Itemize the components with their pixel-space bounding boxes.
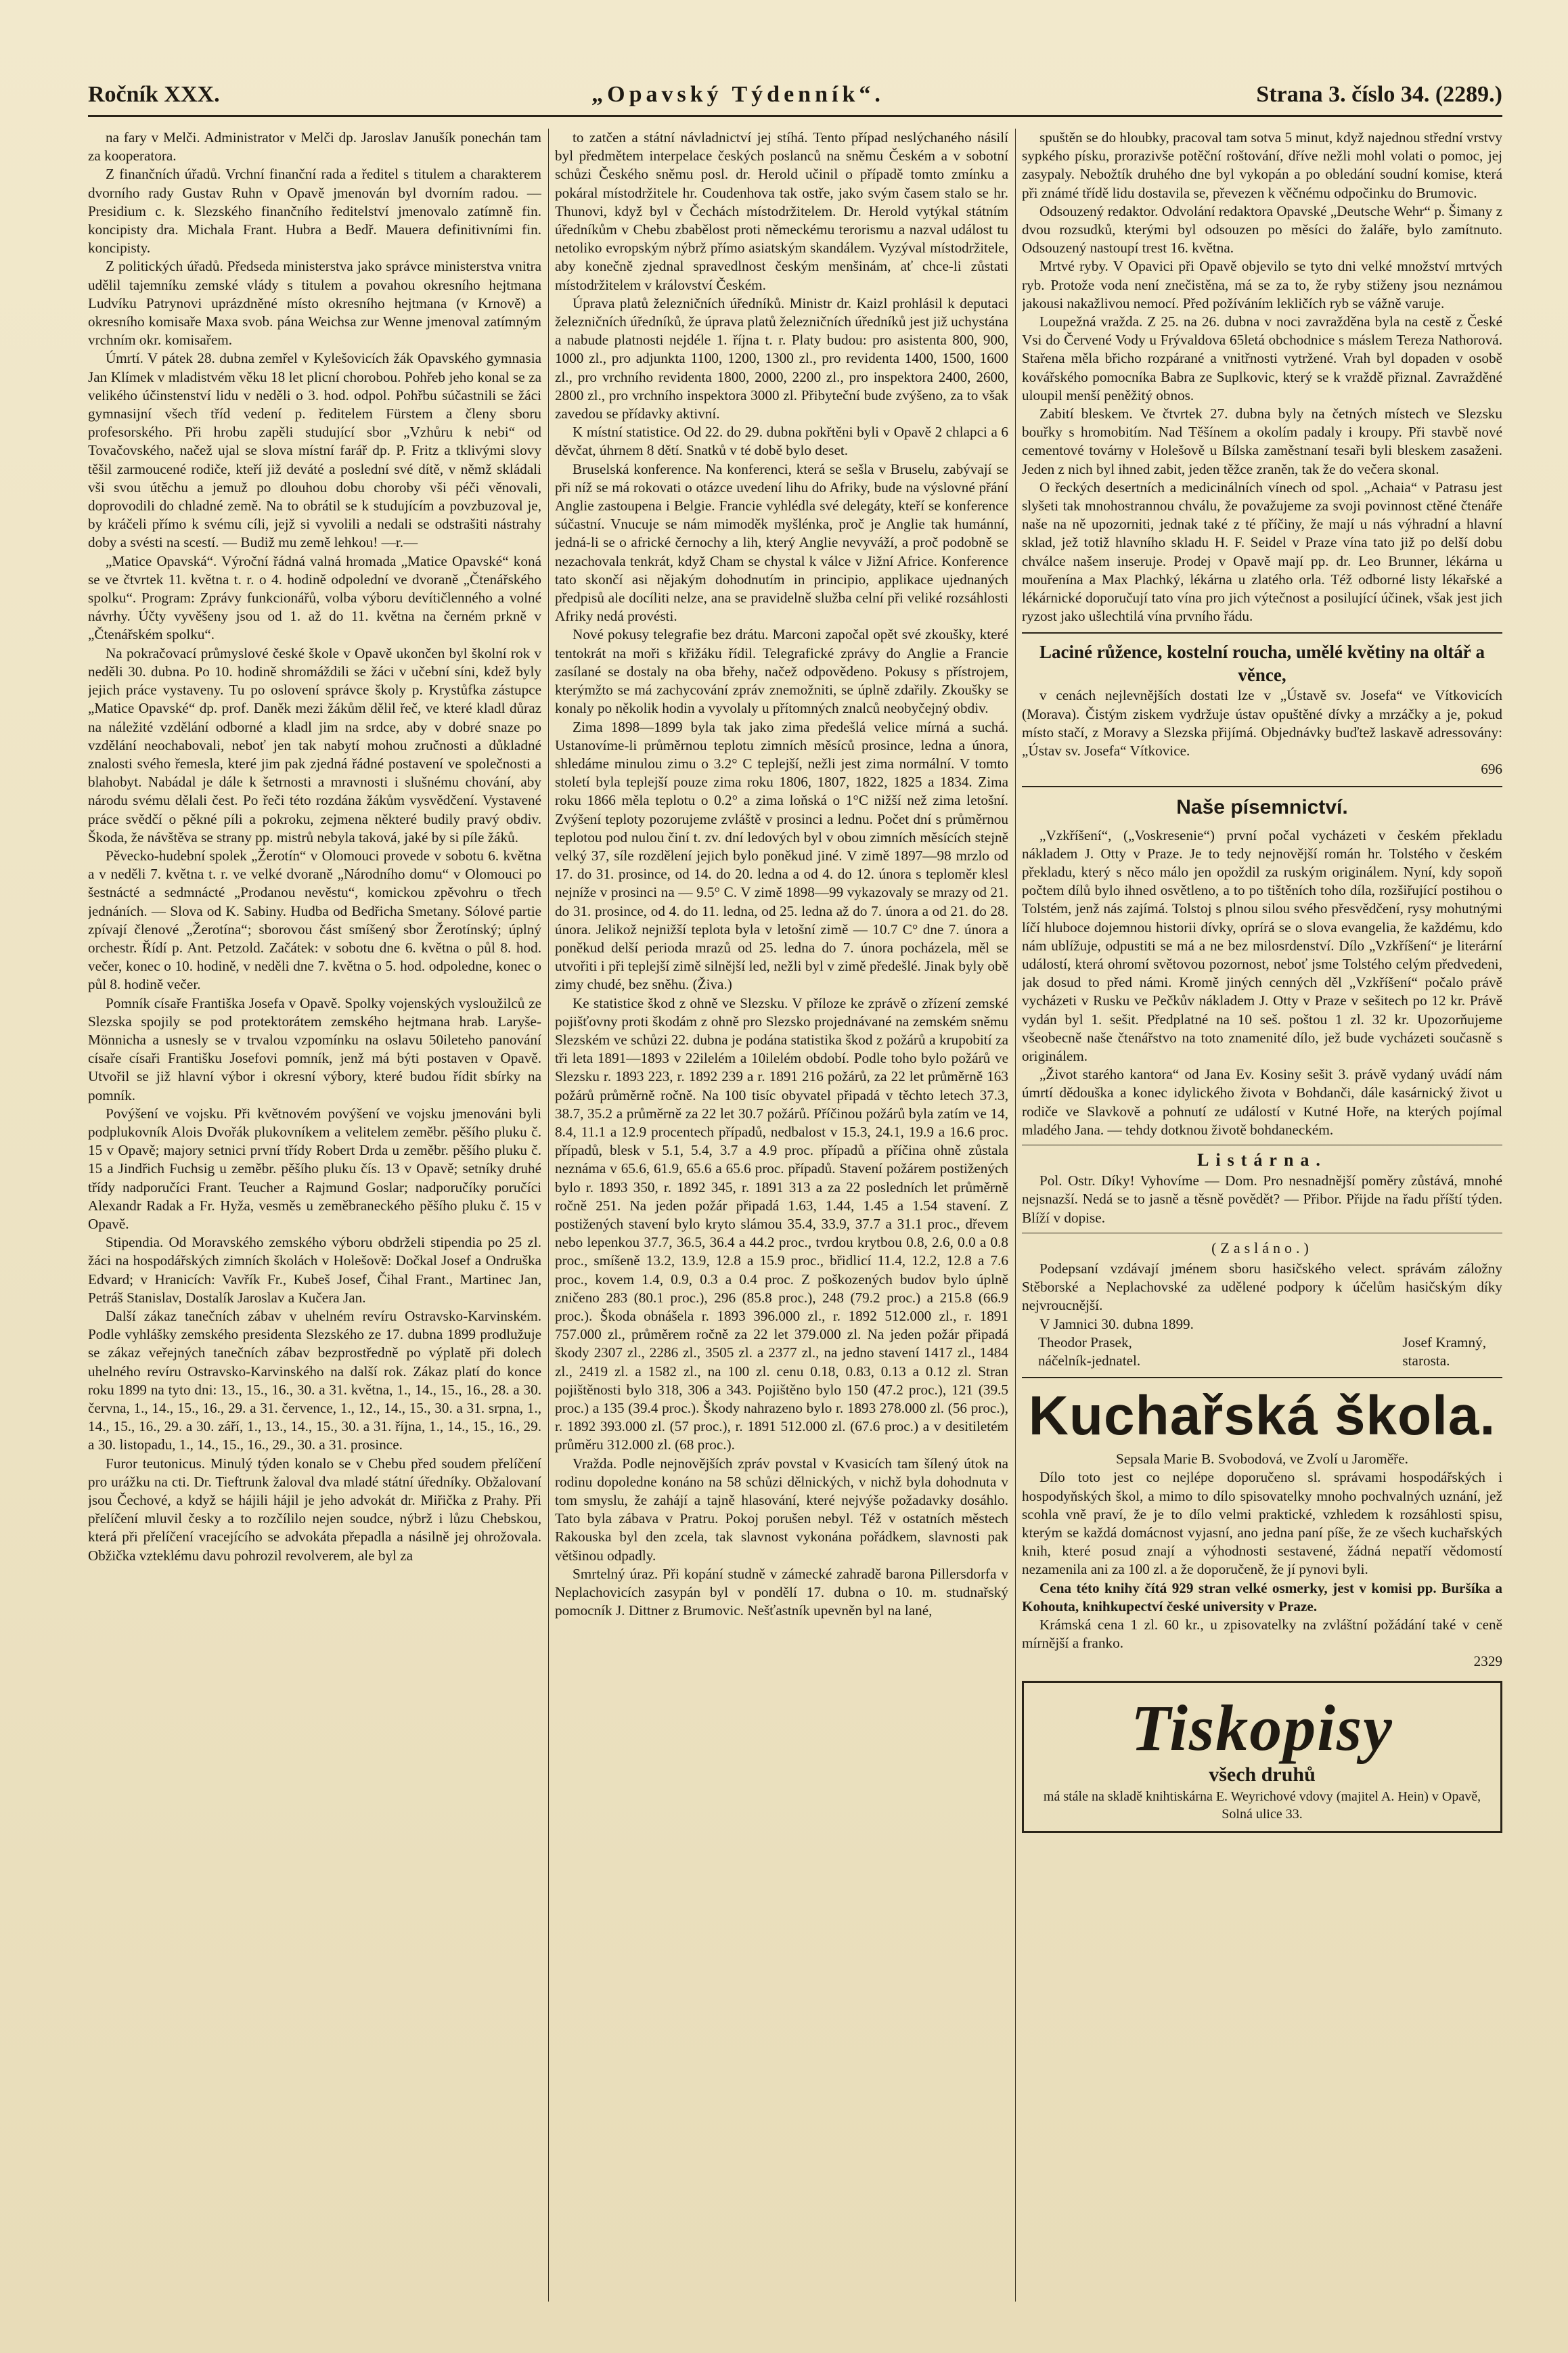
signature-left (1038, 1334, 1140, 1370)
ad-body: má stále na skladě knihtiskárna E. Weyrichové vdovy (majitel A. Hein) v Opavě, Solná ulice 33. (1043, 1788, 1481, 1822)
review-paragraph: „Život starého kantora“ od Jana Ev. Kosiny sešit 3. právě vydaný uvádí nám úmrtí dědouška a konec idylického života v Bohdanči, dále kasárnický život u rodiče ve Slavkově a pohnutí ze událostí v Kutné Hoře, na kterých pojímal mladého Jana. — tehdy dotknou životě bohdaneckém. (1022, 1066, 1502, 1138)
section-title: (Zasláno.) (1211, 1239, 1313, 1256)
newspaper-title: „Opavský Týdenník“. (591, 82, 884, 107)
article-paragraph: O řeckých desertních a medicinálních vínech od spol. „Achaia“ v Patrasu jest slyšeti tak mnohostrannou chválu, že považujeme za svoji povinnost ctěné čtenáře naše na ně upozorniti, jednak také z té příčiny, že mají u nás výhradní a hlavní sklad, jež totiž hlavního skladu H. F. Seidel v Praze vína tato již po delší dobu chválce našem inseruje. Prodej v Opavě mají pp. dr. Leo Brunner, lékárna u mouřenína a Max Plachký, lékárna u zlatého orla. Též odborné listy lékařské a lékárnické doporučují tato vína pro jich výtečnost a posilující účinek, však jest jich ryzost jako ušlechtilá vína prvního řádu. (1022, 479, 1502, 625)
article-paragraph: to zatčen a státní návladnictví jej stíhá. Tento případ neslýchaného násilí byl předmětem interpelace českých poslanců na sněmu Českém a v sobotní schůzi Českého sněmu posl. dr. Herold učinil o případě tomto zmínku a pokáral místodržitele hr. Coudenhova tak ostře, jako svým časem stalo se hr. Thunovi, když byl v Čechách místodržitelem. Dr. Herold vytýkal státním úředníkům v Chebu zbabělost proti německému terorismu a nazval událost tu netoliko evropským nýbrž přímo asiatským skandálem. Vyzýval místodržitele, aby konečně zjednal spravedlnost českým menšinám, ať chce-li zůstati místodržitelem v království Českém. (555, 129, 1008, 293)
notice-date: V Jamnici 30. dubna 1899. (1039, 1315, 1194, 1332)
ad-body: v cenách nejlevnějších dostati lze v „Ústavě sv. Josefa“ ve Vítkovicích (Morava). Čistým ziskem vydržuje ústav opuštěné dívky a mrzáčky a je, pokud místo stačí, z Moravy a Slezska přijímá. Objednávky buďtež laskavě adressovány: „Ústav sv. Josefa“ Vítkovice. (1022, 687, 1502, 760)
divider (1022, 786, 1502, 787)
article-paragraph: Pěvecko-hudební spolek „Žerotín“ v Olomouci provede v sobotu 6. května a v neděli 7. května t. r. ve velké dvoraně „Národního domu“ v Olomouci po šestnácté a sedmnácté „Prodanou nevěstu“, komickou zpěvohru o třech jednáních. — Slova od K. Sabiny. Hudba od Bedřicha Smetany. Sólové partie zpívají členové „Žerotína“; sborovou část smíšený sbor Žerotínský; úplný orchestr. Řídí p. Ant. Petzold. Začátek: v sobotu dne 6. května o půl 8. hod. večer, konec o 10. hodině, v neděli dne 7. května o 5. hod. odpoledne, konec o půl 8. hodině večer. (88, 847, 541, 993)
article-paragraph: Loupežná vražda. Z 25. na 26. dubna v noci zavražděna byla na cestě z České Vsi do Červené Vody u Frývaldova 65letá obchodnice s máslem Tereza Nathorová. Stařena měla břicho rozpárané a vnitřnosti vytržené. Vrah byl dopaden v osobě kovářského pomocníka Babra ze Suplkovic, který se k vraždě přiznal. Zavražděné uloupil menší peněžitý obnos. (1022, 313, 1502, 403)
article-paragraph: Mrtvé ryby. V Opavici při Opavě objevilo se tyto dni velké množství mrtvých ryb. Protože voda není znečistěna, má se za to, že ryby stiženy jsou neznámou jakousi nakažlivou nemocí. Před požíváním lekličích ryb se vážně varuje. (1022, 258, 1502, 311)
ad-title: Tiskopisy (1131, 1691, 1393, 1764)
signature-role: starosta. (1402, 1352, 1450, 1369)
letters-paragraph: Pol. Ostr. Díky! Vyhovíme — Dom. Pro nesnadnější poměry zůstává, mnohé nejsnazší. Nedá se to jasně a těsně povědět? — Přibor. Přijde na řadu příští týden. Blíží v dopise. (1022, 1172, 1502, 1226)
article-paragraph: Zima 1898—1899 byla tak jako zima předešlá velice mírná a suchá. Ustanovíme-li průměrnou teplotu zimních měsíců prosince, ledna a února, shledáme minulou zimu o 3.2° C teplejší, nežli jest zima normální. V tomto století byla teplejší pouze zima roku 1806, 1807, 1822, 1825 a 1834. Zima roku 1866 měla teplotu o 0.2° a zima loňská o 1°C nižší než zima letošní. Zvýšení teploty pozorujeme zvláště v prosinci a lednu. Počet dní s průměrnou teplotou pod nulou činí t. zv. dní ledových byl v obou zimních měsících stejně velký 37, síle rozdělení jejich bylo poněkud jiné. V zimě 1897—98 mrzlo od 17. do 31. prosince, od 14. do 20. ledna a od 4. do 12. února s teploměr klesl nejníže v prosinci na — 9.5° C. V zimě 1898—99 vykazovaly se mrazy od 21. do 31. prosince, od 4. do 11. ledna, od 25. ledna až do 7. února a od 21. do 28. února. Jelikož nejnižší teplota byla v letošní zimě — 10.7 C° dne 7. února a poněkud delší perioda mrazů od 25. ledna do 7. února pocházela, měl se utvořiti i při teplejší zimě silnější led, nežli byl v zimě předešlé. Jinak byly obě zimy chudé, bez sněhu. (Živa.) (555, 718, 1008, 993)
article-paragraph: Na pokračovací průmyslové české škole v Opavě ukončen byl školní rok v neděli 30. dubna. Po 10. hodině shromáždili se žáci v učební síni, kdež byly jejich práce vystaveny. Tu po oslovení správce školy p. Krystůfka zástupce „Matice Opavské“ dp. prof. Daněk mezi žákům dělil řeč, ve které kladl důraz na náležité vzdělání odborné a kladl jim na srdce, aby v dobré snaze po vzdělání neochabovali, neboť jen tak nabytí mohou zručnosti a důkladné znalosti svého řemesla, které jim pak zjedná řádné postavení ve společnosti a blahobyt. Nabádal je dále k šetrnosti a mravnosti i slušnému chování, aby národu svému dělali čest. Po řeči této rozdána žákům vysvědčení. Vystavené práce svědčí o pěkné píli a pokroku, zejmena některé budily pravý obdiv. Škoda, že návštěva se strany pp. mistrů nebyla taková, jaké by si píle žáků. (88, 644, 541, 845)
article-paragraph: Další zákaz tanečních zábav v uhelném revíru Ostravsko-Karvinském. Podle vyhlášky zemského presidenta Slezského ze 17. dubna 1899 prodlužuje se zákaz veřejných tanečních zábav bezprostředně po výplatě při dolech uhelného revíru Ostravsko-Karvinského na další rok. Zákaz platí do konce roku 1899 na tyto dni: 13., 15., 16., 30. a 31. května, 1., 14., 15., 16., 28. a 30. června, 1., 14., 15., 16., 29. a 31. července, 1., 12., 14., 15., 30. a 31. srpna, 1., 14., 15., 16., 29. a 30. září, 1., 13., 14., 15., 30. a 31. října, 1., 14., 15., 16., 29. a 30. listopadu, 1., 14., 15., 16., 29., 30. a 31. prosince. (88, 1308, 541, 1453)
article-paragraph: Bruselská konference. Na konferenci, která se sešla v Bruselu, zabývají se při níž se má rokovati o otázce uvedení lihu do Afriky, bude na výslovné přání Anglie zastoupena i Belgie. Francie vyhlédla své delegáty, kteří se konference súčastní. Vnucuje se nám mimoděk myšlénka, proč je Anglie tak humánní, jedná-li se o africké černochy a lih, který Anglie nevyváží, a proč podobně se nezachovala tenkrát, když Cham se chystal k válce v Jižní Africe. Konference tato skončí asi nějakým dohodnutím in principio, applikace ujednaných předpisů ale docíliti nelze, ana se pravidelně služba celní při veliké rozsáhlosti Afriky nedá provésti. (555, 460, 1008, 625)
article-paragraph: „Matice Opavská“. Výroční řádná valná hromada „Matice Opavské“ koná se ve čtvrtek 11. května t. r. o 4. hodině odpolední ve dvoraně „Čtenářského spolku“. Program: Zprávy funkcionářů, volba výboru devítičlenného a volné návrhy. Účty vyvěšeny jsou od 1. až do 11. května na černém prkně v „Čtenářském spolku“. (88, 552, 541, 643)
ad-number: 2329 (1473, 1653, 1502, 1670)
ad-title: Kuchařská škola. (1028, 1385, 1496, 1447)
section-title: Naše písemnictví. (1176, 795, 1348, 818)
signature-name: Theodor Prasek, (1038, 1334, 1132, 1350)
signature-role: náčelník-jednatel. (1038, 1352, 1141, 1369)
tiskopisy-ad (1022, 1681, 1502, 1833)
ad-body: Dílo toto jest co nejlépe doporučeno sl. správami hospodářských i hospodyňských škol, a mimo to dílo spisovatelky mnoho pochvalných uznání, jež scohla vně praví, že je to dílo velmi praktické, vzhledem k rozsáhlosti spisu, kterým se každá domácnost vyjasní, ano jedna paní píše, že ze všech kuchařských knih, které posud znají a výhodnosti sestavené, žádná nepatří vědomostí nezamenila ani za 100 zl. a že doporučeně, že jí pynovi byli. (1022, 1469, 1502, 1578)
ad-price: Cena této knihy čítá 929 stran velké osmerky, jest v komisi pp. Buršíka a Kohouta, knihkupectví české university v Praze. (1022, 1579, 1502, 1614)
article-paragraph: Úprava platů železničních úředníků. Ministr dr. Kaizl prohlásil k deputaci železničních úředníků, že úprava platů železničních úředníků jest již uchystána a nabude platnosti nejdéle 1. října t. r. Platy budou: pro asistenta 800, 900, 1000 zl., pro adjunkta 1100, 1200, 1300 zl., pro revidenta 1400, 1500, 1600 zl., pro vrchního revidenta 1800, 2000, 2200 zl., pro inspektora 2400, 2600, 2800 zl., pro vrchního inspektora 3000 zl. Přibyteční bude zvýšeno, za to však zavedou se přídavky aktivní. (555, 294, 1008, 422)
divider (1022, 1377, 1502, 1378)
signature-right (1402, 1334, 1486, 1370)
signatures (1022, 1334, 1502, 1370)
signature-name: Josef Kramný, (1402, 1334, 1486, 1350)
notice-body: Podepsaní vzdávají jménem sboru hasičského velect. správám záložny Stěborské a Neplachovské za udělené podpory k účelům hasičským díky nejvroucnější. (1022, 1260, 1502, 1314)
review-paragraph: „Vzkříšení“, („Voskresenie“) první počal vycházeti v českém překladu nákladem J. Otty v Praze. Je to tedy nejnovější román hr. Tolstého v českém překladu, který s něco málo jen opoždil za ruským originálem. Nyní, kdy sopoň počtem dílů bylo ihned osvětleno, a to po tištěních toho díla, rozšiřující postihou o Tolstém, jenž nás zajímá. Tolstoj s plnou silou svého přesvědčení, rysy mohutnými líčí hluboce dojemnou historii dívky, oprírá se o slova evangelia, že každému, kdo nám ublížuje, odpustiti se má a ne bez milosrdenství. Dílo „Vzkříšení“ je literární událostí, která ohromí světovou pozornost, neboť jsme Tolstého celým předvedeni, jak dosud to před námi. Kromě jiných cenných děl „Vzkříšení“ počalo právě vycházeti v Rusku ve Pečkův nákladem J. Otty v Praze v sešitech po 12 kr. Právě vydán byl 1. sešit. Předplatné na 10 seš. poštou 1 zl. 32 kr. Upozorňujeme všeobecně naše čtenářstvo na toto znamenité dílo, jež bude vycházeti současně s originálem. (1022, 827, 1502, 1064)
article-paragraph: Nové pokusy telegrafie bez drátu. Marconi započal opět své zkoušky, které tentokrát na moři s křižáku řídil. Telegrafické zprávy do Anglie a Francie zasílané se dostaly na oba břehy, načež odpovědeno. Pokusy s přístrojem, kterýmžto se má zachycování zpráv znemožniti, se úplně zdařily. Zkoušky se konaly po několik hodin a vyvolaly u přítomných znalců neobyčejný obdiv. (555, 626, 1008, 717)
article-paragraph: na fary v Melči. Administrator v Melči dp. Jaroslav Janušík ponechán tam za kooperatora. (88, 129, 541, 164)
ad-price-note: Krámská cena 1 zl. 60 kr., u zpisovatelky na zvláštní požádání také v ceně mírnější a franko. (1022, 1617, 1502, 1652)
ad-subtitle: Sepsala Marie B. Svobodová, ve Zvolí u Jaroměře. (1116, 1451, 1408, 1468)
article-paragraph: spuštěn se do hloubky, pracoval tam sotva 5 minut, když najednou střední vrstvy sypkého písku, prorazivše potěční roštování, dříve nežli mohl volati o pomoc, jej zasypaly. Nebožtík druhého dne byl vykopán a po obledání soudní komise, která při známé třídě lidu dostavila se, převezen k věčnému odpočinku do Brumovic. (1022, 129, 1502, 201)
article-paragraph: Vražda. Podle nejnovějších zpráv povstal v Kvasicích tam šílený útok na rodinu dopoledne konáno na 58 schůzi dělnických, v nichž byla dohodnuta v tom smyslu, že zahájí a tajně hlasování, které nejvýše požadavky dosáhlo. Tato byla zábava v Pratru. Pokoj porušen nebyl. Též v ostatních městech Rakouska byl den zcela, tak slavnost vykonána pořádkem, slavnosti pak většinou odpadly. (555, 1455, 1008, 1564)
volume-label: Ročník XXX. (88, 82, 220, 107)
article-paragraph: K místní statistice. Od 22. do 29. dubna pokřtěni byli v Opavě 2 chlapci a 6 děvčat, úhrnem 8 dětí. Snatků v té době bylo deset. (555, 424, 1008, 459)
page-number: Strana 3. číslo 34. (2289.) (1256, 82, 1502, 107)
column-divider (1015, 129, 1016, 2302)
article-paragraph: Zabití bleskem. Ve čtvrtek 27. dubna byly na četných místech ve Slezsku bouřky s hromobitím. Nad Těšínem a okolím padaly i kroupy. Při stavbě nové cementové továrny v Holešově u Bílska zaměstnaní tesaři byli bleskem zasaženi. Jeden z nich byl ihned zabit, jeden těžce zraněn, tak že do večera skonal. (1022, 405, 1502, 477)
section-title: Listárna. (1197, 1149, 1327, 1170)
article-paragraph: Odsouzený redaktor. Odvolání redaktora Opavské „Deutsche Wehr“ p. Šimany z dvou rozsudků, kterými byl odsouzen po měsíci do žaláře, bylo zamítnuto. Odsouzený nastoupí trest 16. května. (1022, 202, 1502, 257)
column-1 (88, 129, 541, 2302)
article-paragraph: Z finančních úřadů. Vrchní finanční rada a ředitel s titulem a charakterem dvorního rady Gustav Ruhn v Opavě jmenován byl dvorním radou. — Presidium c. k. Slezského finančního ředitelství jmenovalo zatímně fin. koncipisty dra. Michala Frant. Hubra a Bedř. Mauera definitivními fin. koncipisty. (88, 166, 541, 257)
article-paragraph: Furor teutonicus. Minulý týden konalo se v Chebu před soudem přelíčení pro urážku na cti. Dr. Tieftrunk žaloval dva mladé státní úředníky. Obžalovaní jsou Čechové, a když se hájili hájil je jeho advokát dr. Miřička z Prahy. Při přelíčení mluvil česky a to rozčílilo nejen soudce, nýbrž i lůzu Chebskou, která při přelíčení vracejícího se advokáta přepadla a násilně jej ohrožovala. Obžička vzteklému davu pohrozil revolverem, ale byl za (88, 1455, 541, 1564)
divider (1022, 632, 1502, 634)
column-divider (548, 129, 549, 2302)
page-header (88, 74, 1502, 117)
ad-subtitle: všech druhů (1209, 1763, 1316, 1786)
article-paragraph: Z politických úřadů. Předseda ministerstva jako správce ministerstva vnitra udělil tajemníku zemské vlády s titulem a povahou okresního hejtmana Ludvíku Patrynovi uprázdněné místo okresního hejtmana (v Krnově) a okresního komisaře Maxa svob. pána Weichsa zur Wenne jmenoval zatímným vrchním okr. komisařem. (88, 258, 541, 349)
column-2 (555, 129, 1008, 2302)
article-paragraph: Stipendia. Od Moravského zemského výboru obdrželi stipendia po 25 zl. žáci na hospodářských zimních školách v Holešově: Dočkal Josef a Ondruška Edvard; v Hranicích: Vavřík Fr., Kubeš Josef, Čihal Frant., Martinec Jan, Petráš Stanislav, Dostalík Jaroslav a Kučera Jan. (88, 1234, 541, 1306)
article-paragraph: Úmrtí. V pátek 28. dubna zemřel v Kylešovicích žák Opavského gymnasia Jan Klímek v mladistvém věku 18 let plicní chorobou. Pohřeb jeho konal se za velikého účinstenství lidu v neděli o 3. hod. odpol. Pohřbu súčastnili se žáci gymnasijní všech tříd vedení p. ředitelem Fürstem a členy sboru profesorského. Při hrobu zapěli studující sbor „Vzhůru k nebi“ od Tovačovského, načež ujal se slova místní farář dp. P. Fritz a tklivými slovy těšil zarmoucené rodiče, kteří již deváté a poslední své dítě, v němž skládali vši svou útěchu a jemuž po dlouhou dobu choroby vši péči věnovali, doprovodili do chladné země. Na to obrátil se k studujícím a povzbuzoval je, by kráčeli přímo k svému cíli, jejž si vyvolili a nedali se odstrašiti nástrahy doby a svésti na scestí. — Budiž mu země lehkou! —r.— (88, 350, 541, 551)
article-paragraph: Ke statistice škod z ohně ve Slezsku. V příloze ke zprávě o zřízení zemské pojišťovny proti škodám z ohně pro Slezsko projednávané na zemském sněmu Slezském ve schůzi 22. dubna je podána statistika škod z požárů a krupobití za tři leta 1891—1893 v 22ilelém a 10ilelém období. Podle toho bylo požárů ve Slezsku r. 1893 223, r. 1892 239 a r. 1891 216 požárů, za 22 let průměrně 163 požárů průměrně ročně. Na 100 tisíc obyvatel připadá v těchto letech 37.3, 38.7, 35.2 a průměrně za 22 let 30.7 požárů. Příčinou požárů byla zatím ve 14, 8.4, 11.1 a 12.9 procentech případů, nedbalost v 15.3, 24.1, 19.9 a 16.6 proc. případů, blesk v 5.1, 5.4, 3.7 a 4.9 proc. případů a příčina ohně zůstala neznáma v 65.6, 61.9, 65.6 a 65.6 proc. případů. Stavení požárem postižených bylo r. 1893 350, r. 1892 345, r. 1891 313 a za 22 posledních let průměrně ročně 251. Na jeden požár připadá 1.63, 1.44, 1.45 a 1.54 stavení. Z postižených stavení bylo kryto slámou 35.4, 33.9, 37.7 a 31.1 proc., dřevem nebo lepenkou 37.7, 36.5, 36.4 a 44.2 proc., tvrdou krytbou 0.8, 2.6, 0.0 a 0.8 proc., smíšeně 13.2, 13.9, 12.8 a 15.9 proc., břidlicí 11.4, 12.2, 12.8 a 7.6 proc., kovem 1.4, 0.9, 0.3 a 0.4 proc. Z poškozených budov bylo úplně zničeno 283 (80.1 proc.), 296 (85.8 proc.), 248 (79.2 proc.) a 215.8 (66.9 proc.). Škoda obnášela r. 1893 396.000 zl., r. 1892 512.000 zl., r. 1891 757.000 zl., průměrem ročně za 22 let 379.000 zl. Na jeden požár připadá škody 2307 zl., 2286 zl., 3505 zl. a 2377 zl., na jedno stavení 1417 zl., 1484 zl., 2419 zl. a 1582 zl., na 100 zl. cenu 0.18, 0.83, 0.13 a 0.12 zl. Stran pojištěnosti bylo 318, 306 a 343. Pojištěno bylo 150 (47.2 proc.), 121 (39.5 proc.) a 135 (39.4 proc.). Škody nahrazeno bylo r. 1893 278.000 zl. (56 proc.), r. 1892 393.000 zl. (57 proc.), r. 1891 512.000 zl. (67.6 proc.) a v desitiletém průměru 312.000 zl. (68 proc.). (555, 994, 1008, 1453)
article-paragraph: Pomník císaře Františka Josefa v Opavě. Spolky vojenských vysloužilců ze Slezska spojily se pod protektorátem zemského hejtmana hrab. Laryše-Mönnicha a usnesly se v trvalou vzpomínku na oslavu 50ileteho panování císaře císaři Františku Josefovi pomník, jenž má býti postaven v Opavě. Utvořil se již hlavní výbor i okresní výbory, které budou řídit sbírky na pomník. (88, 994, 541, 1103)
article-paragraph: Povýšení ve vojsku. Při květnovém povýšení ve vojsku jmenováni byli podplukovník Alois Dvořák plukovníkem a velitelem zeměbr. pěšího pluku č. 15 v Opavě; majory setnici první třídy Robert Drda u zeměbr. pěšího pluku č. 15 a Jindřich Fuchsig u zeměbr. pěšího pluku čís. 13 v Opavě; setníky druhé třídy nadporučíci Frant. Teucher a Rajmund Goslar; nadporučíky poručíci Alexandr Radak a Fr. Hyža, vesměs u zeměbraneckého pěšího pluku č. 15 v Opavě. (88, 1105, 541, 1232)
ad-number: 696 (1481, 761, 1502, 778)
ad-headline: Laciné růžence, kostelní roucha, umělé květiny na oltář a věnce, (1039, 642, 1485, 686)
article-paragraph: Smrtelný úraz. Při kopání studně v zámecké zahradě barona Pillersdorfa v Neplachovicích zasypán byl v pondělí 17. dubna o 10. m. studnařský pomocník J. Dittner z Brumovic. Nešťastník upevněn byl na lané, (555, 1565, 1008, 1619)
column-3 (1022, 129, 1502, 2302)
